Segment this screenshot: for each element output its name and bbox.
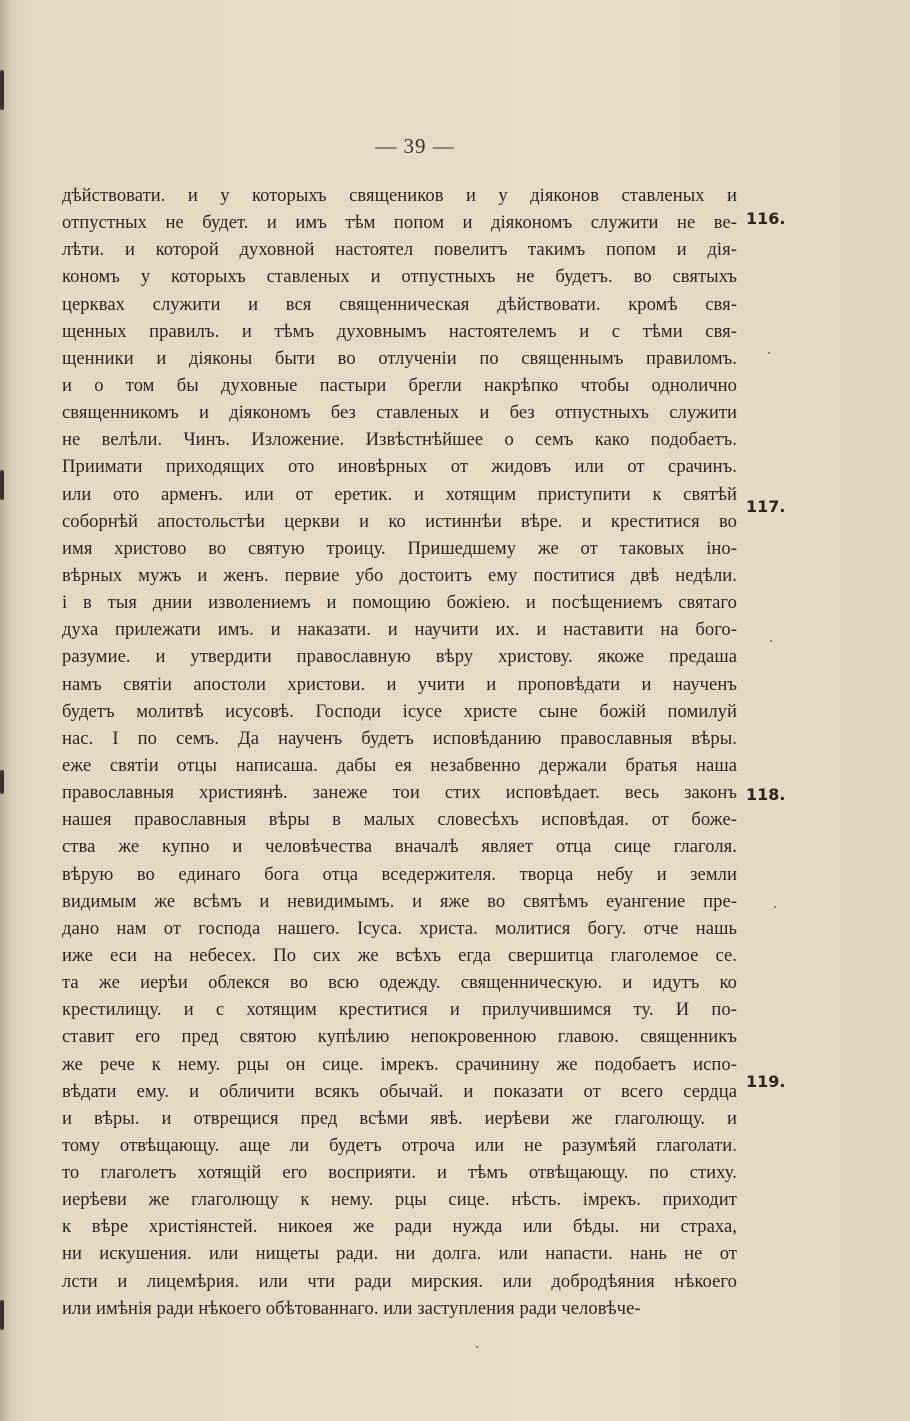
- text-line: ни искушения. или нищеты ради. ни долга. или напасти. нань не от: [62, 1243, 737, 1265]
- page-number: — 39 —: [375, 134, 455, 158]
- text-line: видимым же всѣмъ и невидимымъ. и яже во святѣмъ еуангение пре-: [62, 890, 737, 912]
- margin-number: 119.: [746, 1072, 786, 1091]
- text-line: вѣрую во единаго бога отца вседержителя. творца небу и земли: [62, 863, 737, 885]
- text-line: дано нам от господа нашего. Ісуса. христа. молитися богу. отче нашь: [62, 917, 737, 939]
- text-line: Приимати приходящих ото иновѣрных от жидовъ или от срачинъ.: [62, 456, 737, 478]
- text-line: или имѣнія ради нѣкоего обѣтованнаго. или заступления ради человѣче-: [62, 1297, 641, 1319]
- text-line: соборнѣй апостольстѣи церкви и ко истиннѣи вѣре. и креститися во: [62, 510, 737, 532]
- text-line: нашея православныя вѣры в малых словесѣхъ исповѣдая. от боже-: [62, 809, 737, 831]
- text-line: кономъ у которыхъ ставленых и отпустныхъ не будетъ. во святыхъ: [62, 266, 737, 288]
- paper-speck: [774, 906, 776, 908]
- text-line: і в тыя днии изволениемъ и помощию божіею. и посѣщениемъ святаго: [62, 592, 737, 614]
- text-line: не велѣли. Чинъ. Изложение. Извѣстнѣйшее о семъ како подобаетъ.: [62, 429, 737, 451]
- binding-mark: [0, 70, 4, 110]
- binding-mark: [0, 1300, 4, 1330]
- text-line: щенных правилъ. и тѣмъ духовнымъ настоятелемъ и с тѣми свя-: [62, 320, 737, 342]
- text-line: ставит его пред святою купѣлию непокровенною главою. священникъ: [62, 1026, 737, 1048]
- text-line: отпустных не будет. и имъ тѣм попом и діякономъ служити не ве-: [62, 212, 737, 234]
- margin-number: 118.: [746, 785, 786, 804]
- text-line: крестилищу. и с хотящим креститися и прилучившимся ту. И по-: [62, 999, 737, 1021]
- text-line: намъ святіи апостоли христови. и учити и проповѣдати и наученъ: [62, 673, 737, 695]
- paper-speck: [476, 1346, 478, 1348]
- body-text: [62, 182, 737, 1322]
- text-line: иже еси на небесех. По сих же всѣхъ егда свершитца глаголемое се.: [62, 944, 737, 966]
- text-line: щенники и діяконы быти во отлученіи по священнымъ правиломъ.: [62, 347, 737, 369]
- text-line: иерѣеви же глаголющу к нему. рцы сице. нѣсть. імрекъ. приходит: [62, 1189, 737, 1211]
- text-line: лсти и лицемѣрия. или чти ради мирския. или добродѣяния нѣкоего: [62, 1270, 737, 1292]
- binding-mark: [0, 470, 4, 500]
- text-line: ства же купно и человѣчества вначалѣ являет отца сице глаголя.: [62, 836, 737, 858]
- binding-mark: [0, 770, 4, 794]
- margin-number: 117.: [746, 497, 786, 516]
- text-line: разумие. и утвердити православную вѣру христову. якоже предаша: [62, 646, 737, 668]
- text-line: та же иерѣи облекся во всю одежду. священническую. и идутъ ко: [62, 972, 737, 994]
- text-line: будетъ молитвѣ исусовѣ. Господи ісусе христе сыне божій помилуй: [62, 700, 737, 722]
- text-line: то глаголетъ хотящій его восприяти. и тѣмъ отвѣщающу. по стиху.: [62, 1162, 737, 1184]
- text-line: дѣйствовати. и у которыхъ священиков и у діяконов ставленых и: [62, 185, 737, 206]
- text-line: вѣдати ему. и обличити всякъ обычай. и показати от всего сердца: [62, 1080, 737, 1102]
- text-line: православныя християнѣ. занеже тои стих исповѣдает. весь законъ: [62, 782, 737, 804]
- text-line: тому отвѣщающу. аще ли будетъ отроча или не разумѣяй глаголати.: [62, 1134, 737, 1156]
- text-line: лѣти. и которой духовной настоятел повелитъ такимъ попом и дія-: [62, 239, 737, 261]
- text-line: духа прилежати имъ. и наказати. и научити их. и наставити на бого-: [62, 619, 737, 641]
- text-line: священникомъ и діякономъ без ставленых и без отпустныхъ служити: [62, 402, 737, 424]
- margin-number: 116.: [746, 209, 786, 228]
- text-line: к вѣре христіянстей. никоея же ради нужда или бѣды. ни страха,: [62, 1216, 737, 1238]
- text-line: или ото арменъ. или от еретик. и хотящим приступити к святѣй: [62, 483, 737, 505]
- text-line: и о том бы духовные пастыри брегли накрѣпко чтобы однолично: [62, 374, 737, 396]
- text-line: еже святіи отцы написаша. дабы ея незабвенно держали братья наша: [62, 754, 737, 776]
- text-line: церквах служити и вся священническая дѣйствовати. кромѣ свя-: [62, 293, 737, 315]
- paper-speck: [770, 640, 772, 642]
- text-line: же рече к нему. рцы он сице. імрекъ. срачинину же подобаетъ испо-: [62, 1053, 737, 1075]
- paper-speck: [768, 352, 770, 354]
- text-line: имя христово во святую троицу. Пришедшему же от таковых іно-: [62, 537, 737, 559]
- text-line: вѣрных мужъ и женъ. первие убо достоитъ ему поститися двѣ недѣли.: [62, 564, 737, 586]
- text-line: и вѣры. и отврещися пред всѣми явѣ. иерѣеви же глаголющу. и: [62, 1107, 737, 1129]
- text-line: нас. І по семъ. Да наученъ будетъ исповѣданию православныя вѣры.: [62, 727, 737, 749]
